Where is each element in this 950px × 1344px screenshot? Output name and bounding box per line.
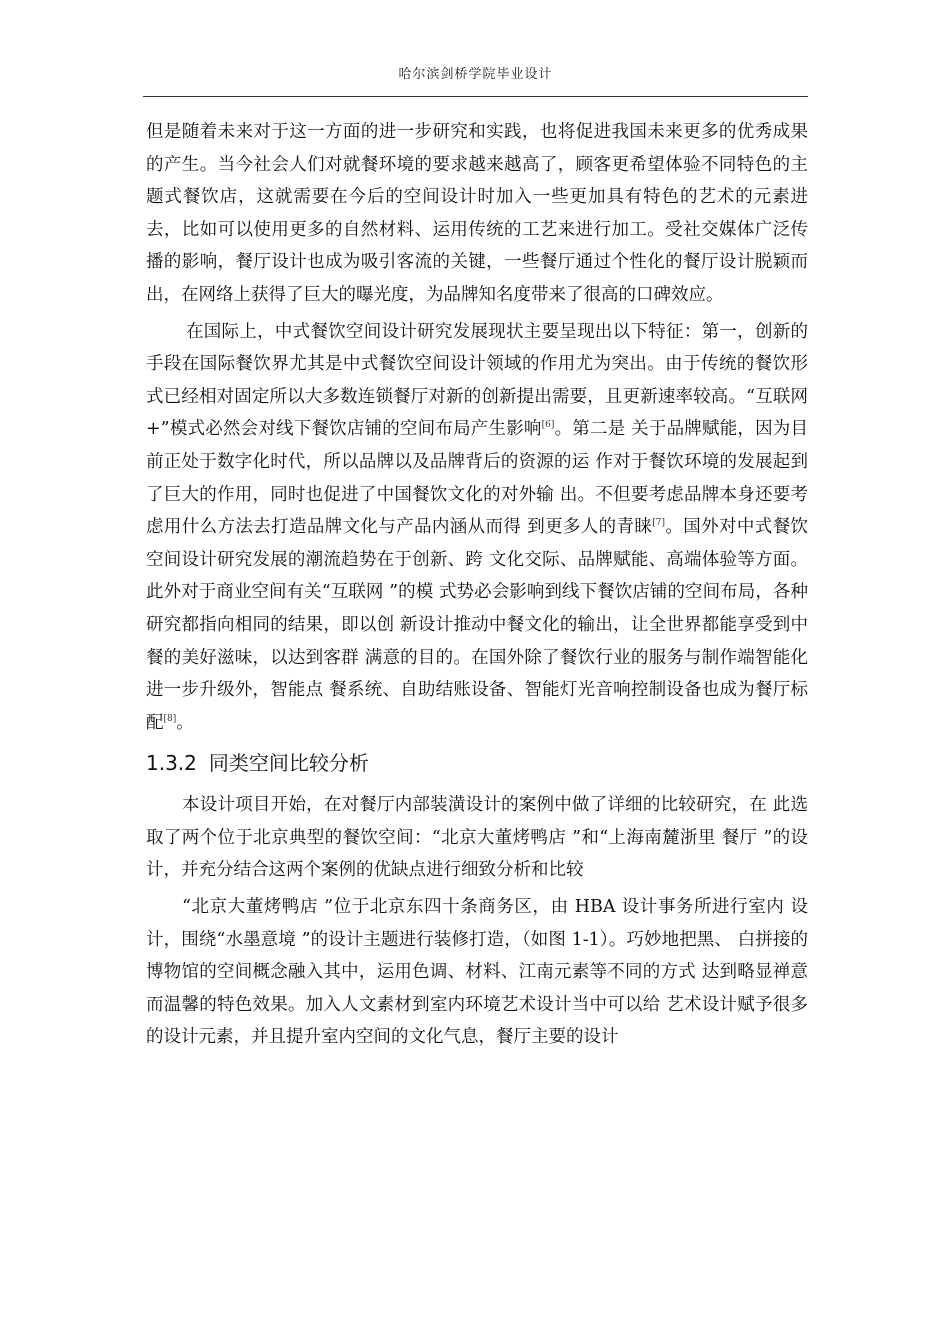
page-header: 哈尔滨剑桥学院毕业设计	[398, 67, 553, 82]
paragraph-text: 。	[176, 712, 194, 733]
citation-ref-7: [7]	[652, 518, 666, 529]
section-title: 同类空间比较分析	[208, 751, 369, 776]
paragraph-text: 。国外对中式餐饮空间设计研究发展的潮流趋势在于创新、跨 文化交际、品牌赋能、高端体验等方面。 此外对于商业空间有关“互联网 ”的模 式势必会影响到线下餐饮店铺的空间布局，各种研究都指向相同的结果，即以创 新设计推动中餐文化的输出，让全世界都能享受到中餐的美好滋味，以达到客群 满意的目的。在国外除了餐饮行业的服务与制作端智能化进一步升级外，智能点 餐系统、自助结账设备、智能灯光音响控制设备也成为餐厅标配	[146, 517, 809, 733]
paragraph-text: 。第二是 关于品牌赋能，因为目前正处于数字化时代，所以品牌以及品牌背后的资源的运 作对于餐饮环境的发展起到了巨大的作用，同时也促进了中国餐饮文化的对外输 出。不但要考虑品牌本身还要考虑用什么方法去打造品牌文化与产品内涵从而得 到更多人的青睐	[146, 419, 809, 538]
paragraph-dadong-case: “北京大董烤鸭店 ”位于北京东四十条商务区，由 HBA 设计事务所进行室内 设计，围绕“水墨意境 ”的设计主题进行装修打造，（如图 1-1）。巧妙地把黑、 白拼接的博物馆的空间概念融入其中，运用色调、材料、江南元素等不同的方式 达到略显禅意而温馨的特色效果。加入人文素材到室内环境艺术设计当中可以给 艺术设计赋予很多的设计元素，并且提升室内空间的文化气息，餐厅主要的设计	[146, 897, 808, 1048]
paragraph-domestic-trends: 但是随着未来对于这一方面的进一步研究和实践，也将促进我国未来更多的优秀成果的产生。当今社会人们对就餐环境的要求越来越高了，顾客更希望体验不同特色的主题式餐饮店，这就需要在今后的空间设计时加入一些更加具有特色的艺术的元素进去，比如可以使用更多的自然材料、运用传统的工艺来进行加工。受社交媒体广泛传播的影响，餐厅设计也成为吸引客流的关键，一些餐厅通过个性化的餐厅设计脱颖而出，在网络上获得了巨大的曝光度，为品牌知名度带来了很高的口碑效应。	[146, 122, 808, 305]
paragraph-comparison-intro: 本设计项目开始，在对餐厅内部装潢设计的案例中做了详细的比较研究，在 此选取了两个位于北京典型的餐饮空间：“北京大董烤鸭店 ”和“上海南麓浙里 餐厅 ”的设计，并充分结合这两个案例的优缺点进行细致分析和比较	[146, 795, 808, 881]
document-body	[146, 116, 808, 1054]
section-number: 1.3.2	[146, 751, 197, 776]
paragraph-text: 在国际上，中式餐饮空间设计研究发展现状主要呈现出以下特征：第一，创新的手段在国际餐饮界尤其是中式餐饮空间设计领域的作用尤为突出。由于传统的餐饮形式已经相对固定所以大多数连锁餐厅对新的创新提出需要，且更新速率较高。“互联网+”模式必然会对线下餐饮店铺的空间布局产生影响	[146, 321, 808, 440]
section-heading	[146, 743, 808, 783]
paragraph-international-trends	[146, 316, 808, 740]
header-divider	[143, 96, 808, 97]
citation-ref-6: [6]	[541, 420, 555, 431]
citation-ref-8: [8]	[163, 713, 177, 724]
